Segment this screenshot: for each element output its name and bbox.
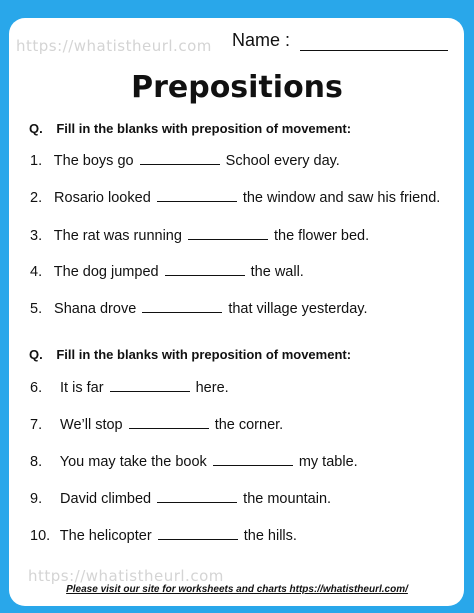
section-1-instruction [29, 121, 351, 136]
question-text: David climbed [60, 491, 152, 507]
question-9 [30, 490, 331, 507]
answer-blank[interactable] [142, 300, 222, 313]
question-text: It is far [60, 380, 104, 396]
question-text: The dog jumped [53, 264, 159, 280]
question-number: 8. [30, 454, 43, 470]
question-text: the window and saw his friend. [242, 190, 441, 206]
q-marker: Q. [29, 347, 43, 362]
question-text: the hills. [243, 528, 297, 544]
question-1 [30, 152, 340, 169]
question-number: 9. [30, 491, 43, 507]
question-text: We’ll stop [60, 417, 123, 433]
question-text: School every day. [225, 153, 340, 169]
name-label: Name : [232, 30, 291, 50]
question-text: Rosario looked [54, 190, 151, 206]
answer-blank[interactable] [110, 379, 190, 392]
question-text: the flower bed. [274, 228, 370, 244]
question-text: The rat was running [53, 228, 182, 244]
answer-blank[interactable] [157, 189, 237, 202]
q-marker: Q. [29, 121, 43, 136]
question-number: 4. [30, 264, 43, 280]
question-number: 6. [30, 380, 43, 396]
question-text: the corner. [214, 417, 284, 433]
answer-blank[interactable] [140, 152, 220, 165]
question-text: that village yesterday. [228, 301, 368, 317]
question-5 [30, 300, 368, 317]
question-7 [30, 416, 283, 433]
name-field [232, 30, 448, 51]
question-number: 10. [30, 528, 51, 544]
section-2-instruction [29, 347, 351, 362]
question-8 [30, 453, 358, 470]
question-text: my table. [298, 454, 358, 470]
question-text: the mountain. [243, 491, 332, 507]
question-text: You may take the book [59, 454, 207, 470]
question-number: 2. [30, 190, 43, 206]
question-2 [30, 189, 440, 206]
watermark-bottom: https://whatistheurl.com [28, 567, 224, 585]
watermark-top: https://whatistheurl.com [16, 37, 212, 55]
answer-blank[interactable] [165, 263, 245, 276]
question-text: The helicopter [59, 528, 152, 544]
answer-blank[interactable] [213, 453, 293, 466]
question-3 [30, 227, 369, 244]
question-number: 3. [30, 228, 43, 244]
answer-blank[interactable] [158, 527, 238, 540]
question-4 [30, 263, 304, 280]
instruction-text: Fill in the blanks with preposition of movement: [56, 347, 352, 362]
question-number: 1. [30, 153, 43, 169]
name-blank[interactable] [300, 32, 448, 51]
footer-link[interactable]: Please visit our site for worksheets and charts https://whatistheurl.com/ [66, 584, 408, 595]
question-6 [30, 379, 229, 396]
answer-blank[interactable] [157, 490, 237, 503]
question-number: 7. [30, 417, 43, 433]
question-text: the wall. [250, 264, 304, 280]
page-title: Prepositions [131, 70, 343, 105]
question-text: The boys go [53, 153, 134, 169]
question-text: here. [195, 380, 229, 396]
instruction-text: Fill in the blanks with preposition of movement: [56, 121, 352, 136]
question-10 [30, 527, 297, 544]
question-text: Shana drove [54, 301, 137, 317]
answer-blank[interactable] [129, 416, 209, 429]
question-number: 5. [30, 301, 43, 317]
answer-blank[interactable] [188, 227, 268, 240]
